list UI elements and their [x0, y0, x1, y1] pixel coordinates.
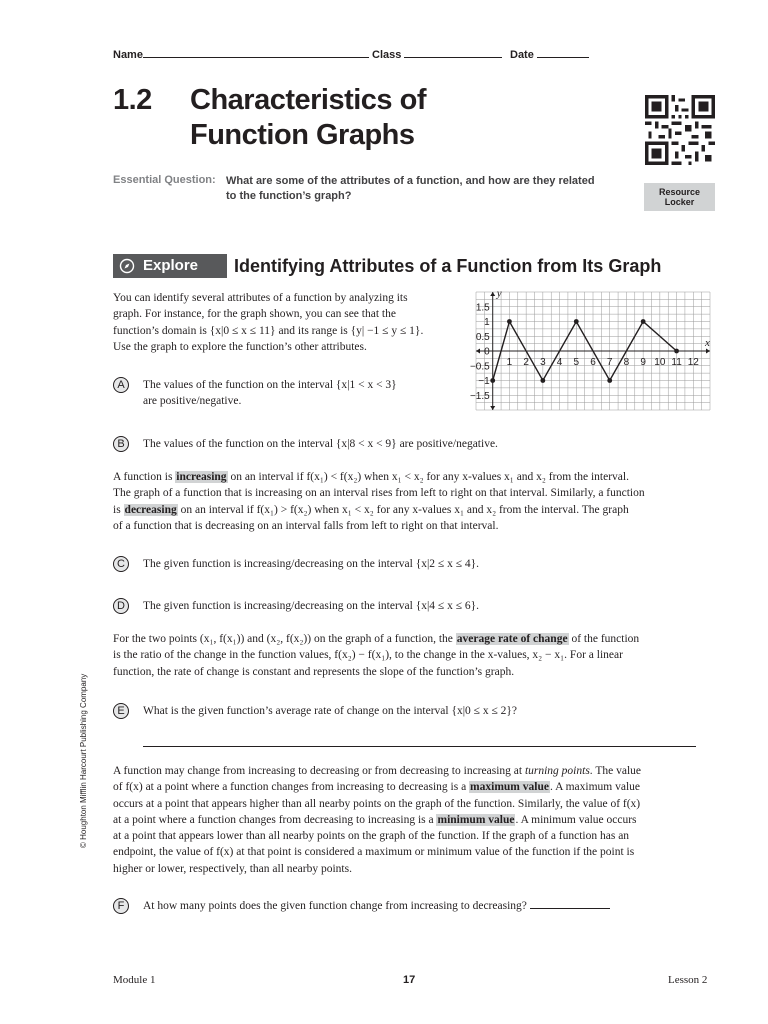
question-e-text: What is the given function’s average rate of change on the interval {x|0 ≤ x ≤ 2}?	[143, 705, 518, 717]
x-tick-label: 2	[523, 357, 529, 368]
essential-question-text	[226, 174, 626, 204]
term-average-rate-of-change: average rate of change	[456, 633, 568, 645]
turn-line-4-b: . A minimum value occurs	[515, 813, 637, 826]
inc-line-1	[113, 469, 713, 485]
x-axis-arrow	[706, 349, 710, 354]
intro-paragraph	[113, 290, 468, 355]
question-f-answer-line[interactable]	[530, 898, 610, 909]
intro-line-4: Use the graph to explore the function’s other attributes.	[113, 340, 367, 353]
turn-line-1	[113, 763, 713, 779]
turn-line-2-a: of f(x) at a point where a function changes from increasing to decreasing is a	[113, 781, 470, 794]
essential-question-line-1: What are some of the attributes of a function, and how are they related	[226, 175, 595, 187]
explore-badge	[113, 254, 227, 278]
turn-line-4-a: at a point where a function changes from decreasing to increasing is a	[113, 813, 437, 826]
inc-line-1-b: on an interval if f(x₁) < f(x₂) when x₁ < x₂ for any x-values x₁ and x₂ from the interval.	[227, 471, 629, 483]
qr-code-icon[interactable]	[645, 95, 715, 165]
class-label: Class	[372, 49, 402, 61]
inc-line-2: The graph of a function that is increasing on an interval rises from left to right on that interval. Similarly, a function	[113, 487, 645, 500]
question-c-text: The given function is increasing/decreasing on the interval {x|2 ≤ x ≤ 4}.	[143, 558, 480, 570]
y-axis-arrow	[490, 292, 495, 296]
inc-line-1-a: A function is	[113, 471, 176, 483]
term-maximum-value: maximum value	[470, 781, 549, 794]
rate-of-change-paragraph	[113, 631, 713, 680]
resource-locker-line-1: Resource	[658, 187, 701, 197]
question-c-marker: C	[113, 556, 129, 572]
function-point	[540, 378, 545, 383]
inc-line-4: of a function that is decreasing on an interval falls from left to right on that interval.	[113, 519, 499, 532]
question-e-answer-line[interactable]	[143, 746, 696, 747]
essential-question-line-2: to the function’s graph?	[226, 190, 352, 202]
lesson-number: 1.2	[113, 84, 152, 116]
turning-points-paragraph	[113, 763, 713, 877]
function-graph	[469, 287, 710, 414]
title-line-2: Function Graphs	[190, 119, 415, 151]
term-turning-points: turning points	[524, 765, 590, 777]
y-tick-label: −1	[478, 376, 490, 387]
x-tick-label: 6	[590, 357, 596, 368]
footer-lesson: Lesson 2	[668, 974, 708, 986]
function-point	[641, 319, 646, 324]
turn-line-3: occurs at a point that appears higher than all nearby points on the graph of the function. Similarly, the value of f(x)	[113, 797, 641, 810]
class-line[interactable]	[404, 47, 502, 58]
turn-line-2-b: . A maximum value	[549, 781, 641, 794]
class-field[interactable]	[372, 47, 502, 61]
increasing-decreasing-paragraph	[113, 469, 713, 534]
question-a-line-2: are positive/negative.	[143, 395, 242, 408]
x-tick-label: 3	[540, 357, 546, 368]
term-increasing: increasing	[176, 471, 227, 483]
x-tick-label: 5	[573, 357, 580, 368]
intro-line-1: You can identify several attributes of a function by analyzing its	[113, 292, 408, 304]
y-tick-label: −1.5	[469, 390, 490, 402]
question-a-line-1: The values of the function on the interval {x|1 < x < 3}	[143, 379, 397, 391]
resource-locker-line-2: Locker	[664, 197, 695, 207]
resource-locker-button[interactable]	[644, 183, 715, 211]
question-f-text	[143, 898, 610, 914]
date-line[interactable]	[537, 47, 589, 58]
turn-line-1-b: . The value	[589, 765, 641, 777]
x-tick-label: 8	[623, 357, 630, 368]
term-minimum-value: minimum value	[437, 813, 515, 826]
function-point	[674, 349, 679, 354]
turn-line-4	[113, 812, 713, 828]
question-f-prompt: At how many points does the given function change from increasing to decreasing?	[143, 900, 527, 912]
rate-line-1-a: For the two points (x₁, f(x₁)) and (x₂, f(x₂)) on the graph of a function, the	[113, 633, 456, 645]
inc-line-3-b: on an interval if f(x₁) > f(x₂) when x₁ < x₂ for any x-values x₁ and x₂ from the interval. The graph	[177, 503, 629, 516]
x-axis-label: x	[704, 337, 710, 349]
x-tick-label: 4	[556, 357, 563, 368]
turn-line-1-a: A function may change from increasing to decreasing or from decreasing to increasing at	[113, 765, 525, 777]
turn-line-2	[113, 779, 713, 795]
turn-line-7: higher or lower, respectively, than all nearby points.	[113, 862, 352, 875]
y-tick-label: 0.5	[475, 331, 490, 343]
compass-icon	[119, 258, 135, 274]
y-tick-label: 0	[484, 346, 490, 358]
y-axis-arrow-bottom	[490, 406, 495, 410]
x-axis-arrow-left	[476, 349, 480, 354]
x-tick-label: 11	[671, 357, 682, 368]
question-a-marker: A	[113, 377, 129, 393]
term-decreasing: decreasing	[124, 503, 177, 516]
rate-line-3: function, the rate of change is constant and represents the slope of the function’s graph.	[113, 665, 515, 678]
explore-title: Identifying Attributes of a Function from Its Graph	[234, 256, 662, 276]
function-point	[490, 378, 495, 383]
x-tick-label: 9	[640, 357, 646, 368]
y-tick-label: 1	[484, 317, 490, 328]
essential-question-label: Essential Question:	[113, 174, 216, 186]
page-number: 17	[403, 974, 416, 986]
turn-line-5: at a point that appears lower than all nearby points on the graph of the function. If the graph of a function has an	[113, 830, 630, 843]
title-line-1: Characteristics of	[190, 84, 426, 116]
question-e-marker: E	[113, 703, 129, 719]
question-d-text: The given function is increasing/decreasing on the interval {x|4 ≤ x ≤ 6}.	[143, 600, 480, 612]
function-point	[574, 319, 579, 324]
question-b-marker: B	[113, 436, 129, 452]
x-tick-label: 10	[654, 357, 666, 368]
question-d-marker: D	[113, 598, 129, 614]
explore-label: Explore	[143, 257, 199, 274]
question-b-text: The values of the function on the interval {x|8 < x < 9} are positive/negative.	[143, 438, 498, 450]
function-point	[607, 378, 612, 383]
inc-line-3	[113, 502, 713, 518]
name-field[interactable]	[113, 47, 369, 61]
date-label: Date	[510, 49, 534, 61]
rate-line-1-b: of the function	[568, 633, 640, 645]
footer-module: Module 1	[113, 974, 156, 986]
y-tick-label: 1.5	[475, 302, 490, 314]
name-line[interactable]	[143, 47, 369, 58]
y-axis-label: y	[496, 287, 502, 300]
question-f-marker: F	[113, 898, 129, 914]
x-tick-label: 7	[606, 357, 613, 368]
rate-line-1	[113, 631, 713, 647]
function-point	[507, 319, 512, 324]
intro-line-2: graph. For instance, for the graph shown, you can see that the	[113, 308, 396, 321]
name-label: Name	[113, 49, 143, 61]
intro-line-3: function’s domain is {x|0 ≤ x ≤ 11} and its range is {y| −1 ≤ y ≤ 1}.	[113, 324, 424, 337]
turn-line-6: endpoint, the value of f(x) at that point is considered a maximum or minimum value of the function if the point is	[113, 846, 635, 859]
x-tick-label: 1	[506, 357, 513, 368]
copyright-sidebar: © Houghton Mifflin Harcourt Publishing Company	[79, 673, 88, 848]
y-tick-label: −0.5	[469, 361, 490, 373]
x-tick-label: 12	[687, 357, 699, 368]
date-field[interactable]	[510, 47, 589, 61]
question-a-text	[143, 377, 397, 410]
rate-line-2: is the ratio of the change in the function values, f(x₂) − f(x₁), to the change in the x-values, x₂ − x₁. For a linear	[113, 649, 623, 662]
inc-line-3-a: is	[113, 503, 124, 516]
